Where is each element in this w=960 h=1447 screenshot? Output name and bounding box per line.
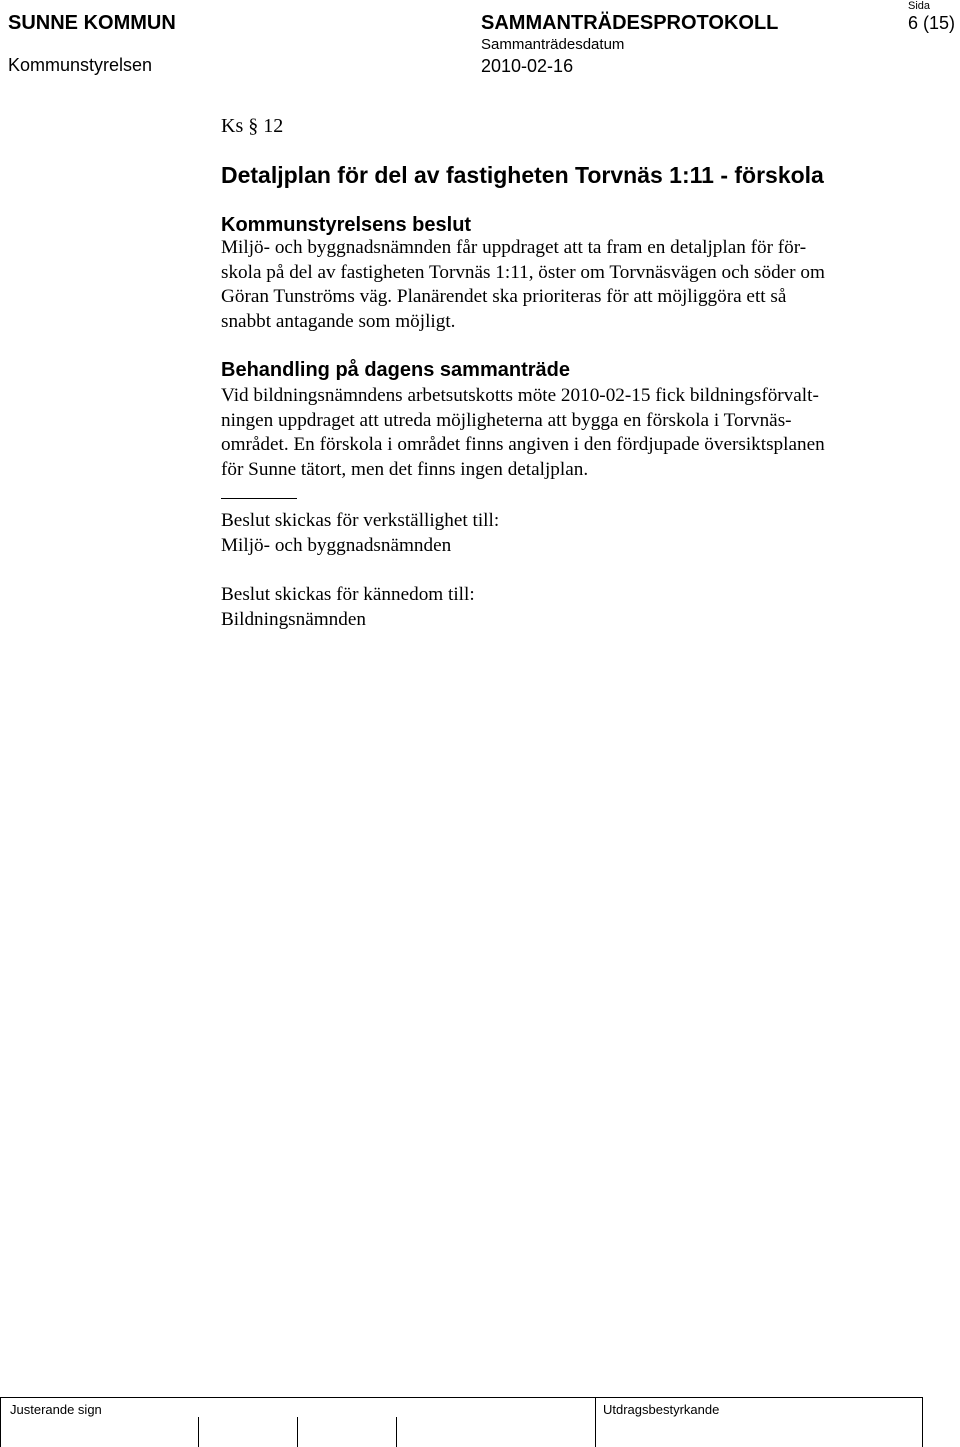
signature-box-divider (396, 1417, 397, 1447)
signature-footer (0, 1397, 960, 1447)
text-line: Miljö- och byggnadsnämnden får uppdraget att ta fram en detaljplan för för- (221, 237, 807, 258)
department-name: Kommunstyrelsen (8, 55, 153, 75)
organization-name: SUNNE KOMMUN (8, 12, 176, 34)
page-number: 6 (15) (908, 13, 956, 33)
meeting-date-label: Sammanträdesdatum (481, 36, 625, 53)
text-line: Vid bildningsnämndens arbetsutskotts möte 2010-02-15 fick bildningsförvalt- (221, 385, 819, 406)
info-label: Beslut skickas för kännedom till: (221, 584, 475, 605)
separator-rule (221, 498, 297, 499)
footer-divider-right (922, 1397, 923, 1447)
signature-label: Justerande sign (10, 1402, 102, 1417)
certification-label: Utdragsbestyrkande (603, 1402, 720, 1417)
signature-box-divider (198, 1417, 199, 1447)
footer-top-rule (0, 1397, 922, 1398)
decision-heading: Kommunstyrelsens beslut (221, 214, 472, 236)
text-line: Göran Tunströms väg. Planärendet ska prioriteras för att möjliggöra ett så (221, 286, 787, 308)
text-line: området. En förskola i området finns angiven i den fördjupade översiktsplanen (221, 434, 825, 456)
execution-label: Beslut skickas för verkställighet till: (221, 510, 500, 531)
execution-recipient: Miljö- och byggnadsnämnden (221, 535, 452, 556)
treatment-text (221, 384, 921, 482)
treatment-heading: Behandling på dagens sammanträde (221, 359, 570, 381)
footer-divider-left (0, 1397, 1, 1447)
page-label: Sida (908, 0, 931, 12)
text-line: skola på del av fastigheten Torvnäs 1:11, öster om Torvnäsvägen och söder om (221, 261, 825, 283)
meeting-date: 2010-02-16 (481, 56, 574, 76)
document-type: SAMMANTRÄDESPROTOKOLL (481, 12, 779, 34)
footer-divider-middle (595, 1397, 596, 1447)
text-line: snabbt antagande som möjligt. (221, 310, 456, 332)
decision-text (221, 236, 921, 334)
paragraph-reference: Ks § 12 (221, 115, 284, 137)
signature-box-divider (297, 1417, 298, 1447)
info-recipient: Bildningsnämnden (221, 609, 366, 630)
text-line: för Sunne tätort, men det finns ingen detaljplan. (221, 458, 589, 480)
text-line: ningen uppdraget att utreda möjligheterna att bygga en förskola i Torvnäs- (221, 409, 792, 431)
item-title: Detaljplan för del av fastigheten Torvnäs 1:11 - förskola (221, 162, 824, 188)
